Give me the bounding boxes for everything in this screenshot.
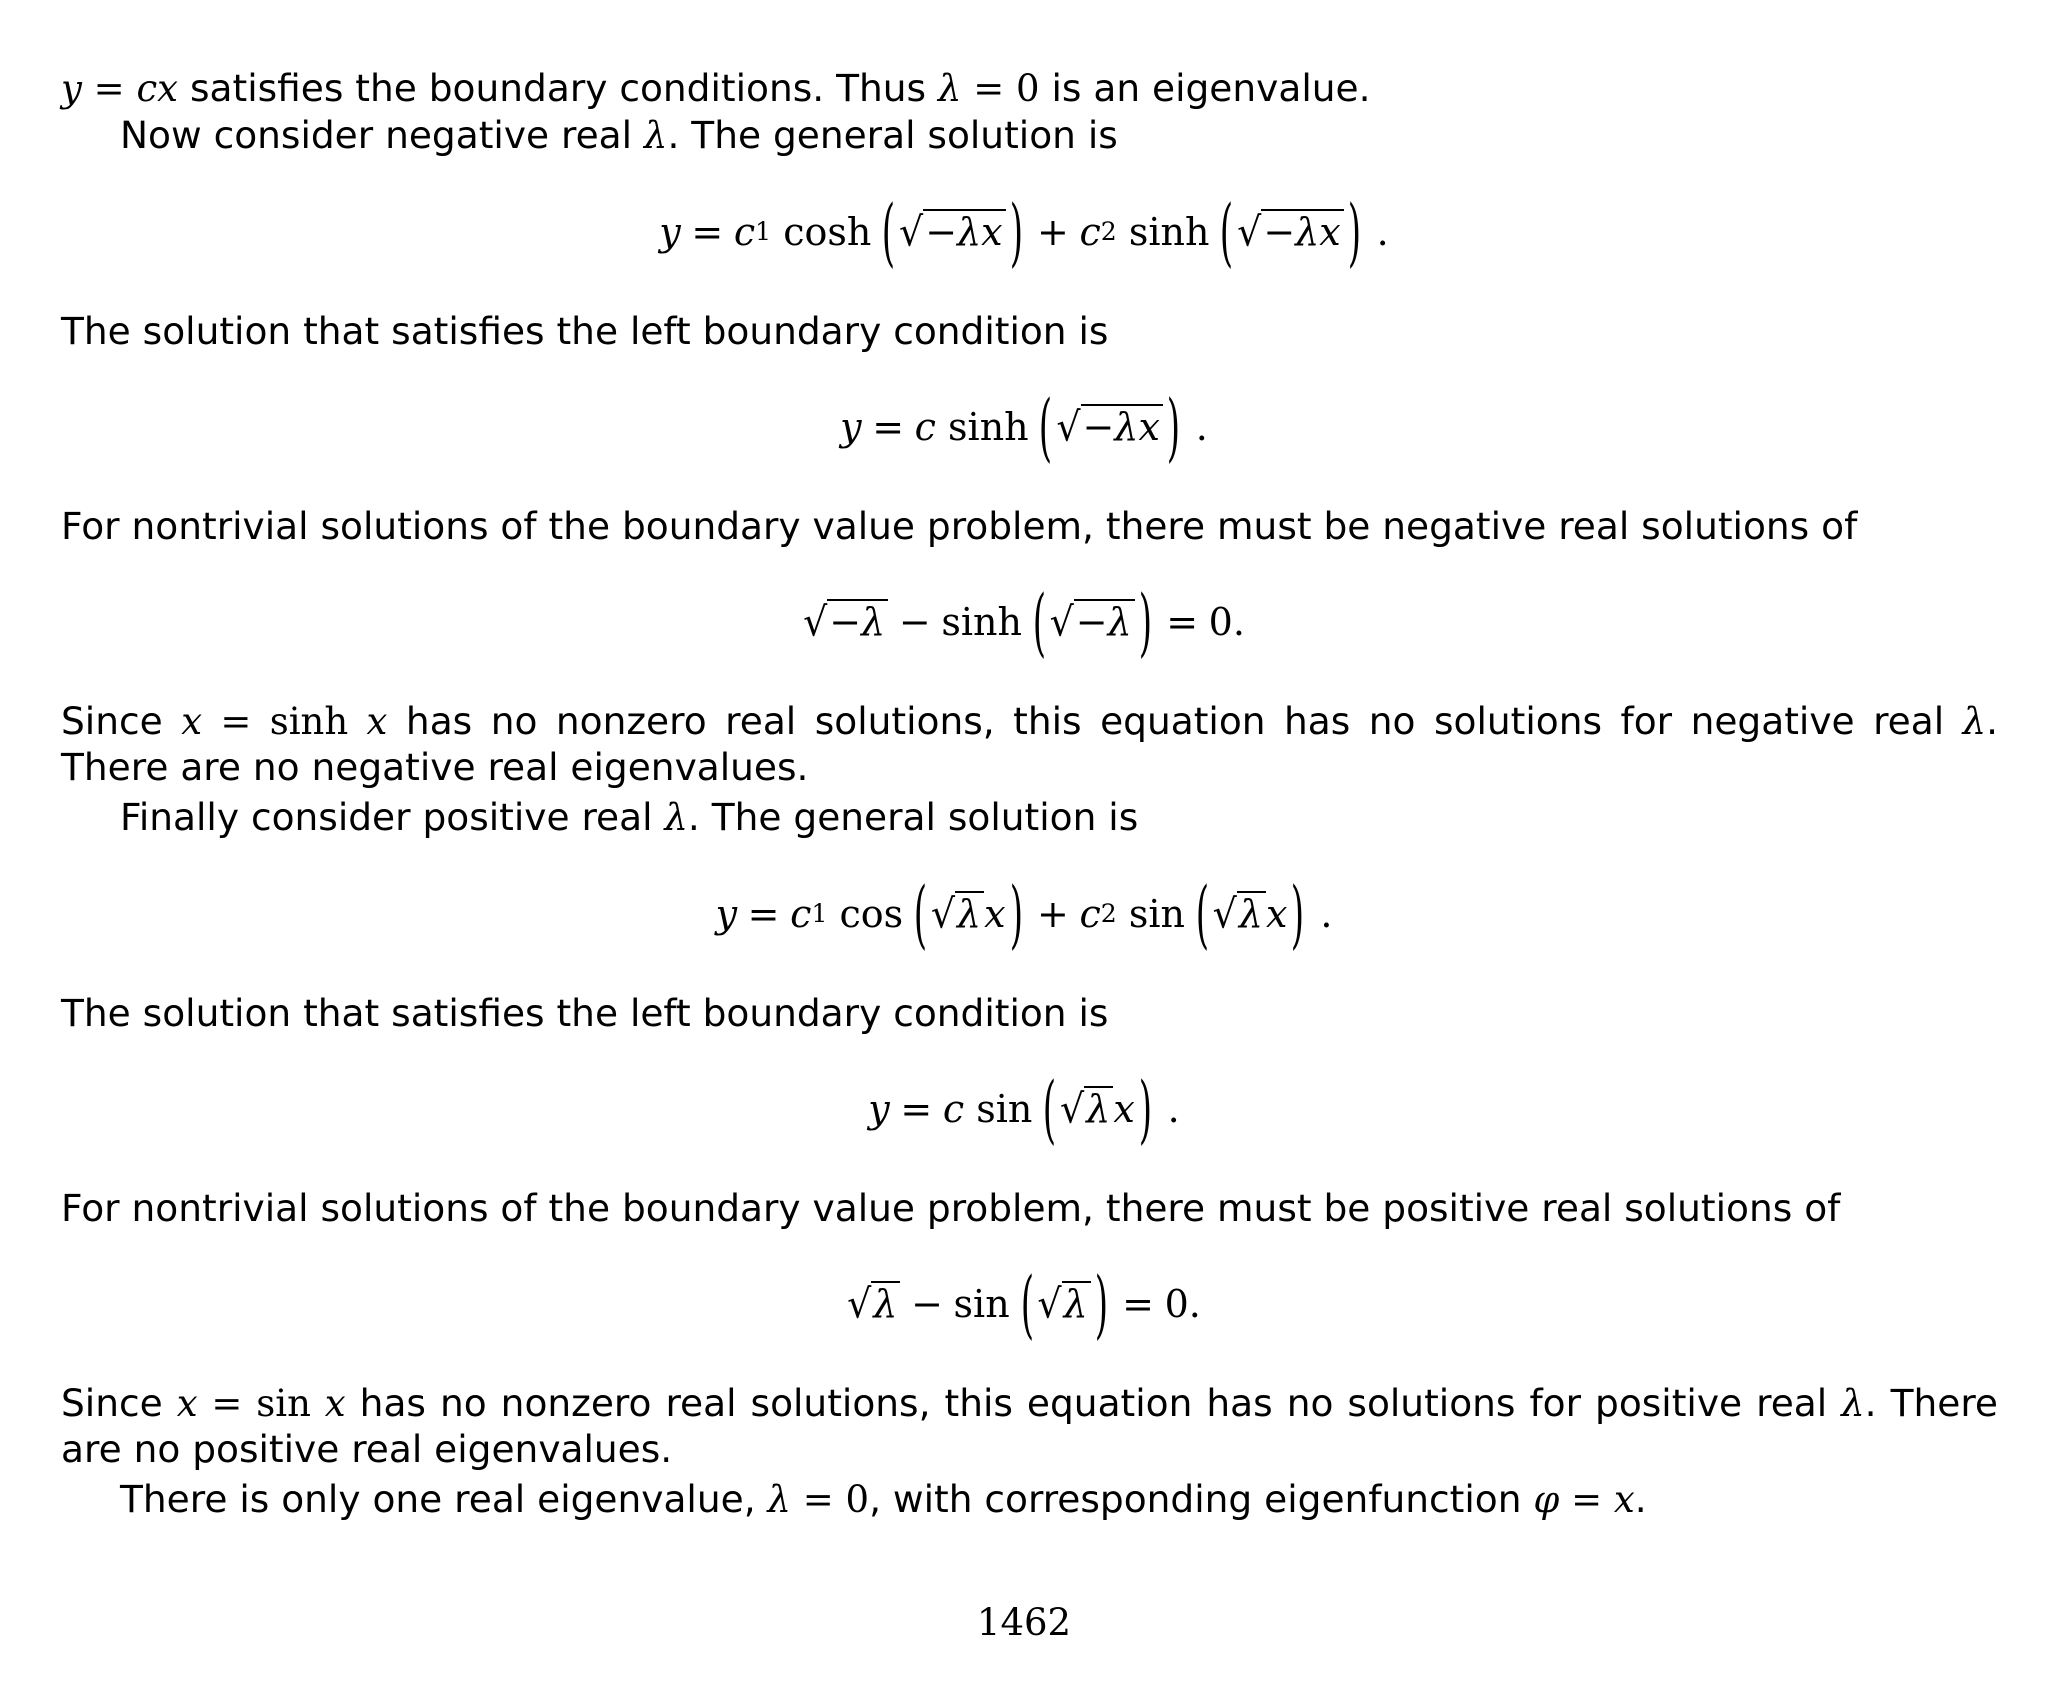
math-phi-equals-x: φ = x — [1533, 1478, 1635, 1521]
paragraph-7: The solution that satisfies the left boundary condition is — [61, 991, 1109, 1035]
equation-general-solution-positive: y = c 1 cos ( √ λ x ) + c 2 sin ( √ λ x ) . — [715, 871, 1333, 957]
paragraph-10: There is only one real eigenvalue, λ = 0, with corresponding eigenfunction φ = x. — [120, 1477, 1647, 1521]
paragraph-5: Since x = sinh x has no nonzero real solutions, this equation has no solutions for negative real λ. There are no negative real eigenvalues. — [61, 699, 1999, 789]
math-x-equals-sinh-x: x = sinh x — [181, 700, 388, 743]
equation-left-bc-negative: y = c sinh ( √ −λx ) . — [840, 384, 1208, 470]
math-lambda-zero: λ = 0 — [938, 67, 1040, 110]
math-y-equals-cx: y = cx — [61, 67, 179, 110]
paragraph-1: y = cx satisfies the boundary conditions. Thus λ = 0 is an eigenvalue. — [61, 66, 1371, 110]
math-x-equals-sin-x: x = sin x — [176, 1382, 346, 1425]
paragraph-3: The solution that satisfies the left boundary condition is — [61, 309, 1109, 353]
math-lambda-zero-final: λ = 0 — [767, 1478, 870, 1521]
paragraph-4: For nontrivial solutions of the boundary value problem, there must be negative real solutions of — [61, 504, 1858, 548]
paragraph-8: For nontrivial solutions of the boundary value problem, there must be positive real solutions of — [61, 1186, 1841, 1230]
equation-nontrivial-negative: √ −λ − sinh ( √ −λ ) = 0. — [803, 579, 1245, 665]
page-number: 1462 — [976, 1601, 1072, 1644]
paragraph-6: Finally consider positive real λ. The general solution is — [120, 795, 1139, 839]
equation-nontrivial-positive: √ λ − sin ( √ λ ) = 0. — [847, 1261, 1201, 1347]
paragraph-2: Now consider negative real λ. The general solution is — [120, 113, 1118, 157]
equation-general-solution-negative: y = c 1 cosh ( √ −λx ) + c 2 sinh ( √ −λx ) . — [659, 189, 1389, 275]
equation-left-bc-positive: y = c sin ( √ λ x ) . — [868, 1066, 1180, 1152]
paragraph-9: Since x = sin x has no nonzero real solutions, this equation has no solutions for positive real λ. There are no positive real eigenvalues. — [61, 1381, 1998, 1471]
math-lambda: λ — [644, 114, 668, 157]
